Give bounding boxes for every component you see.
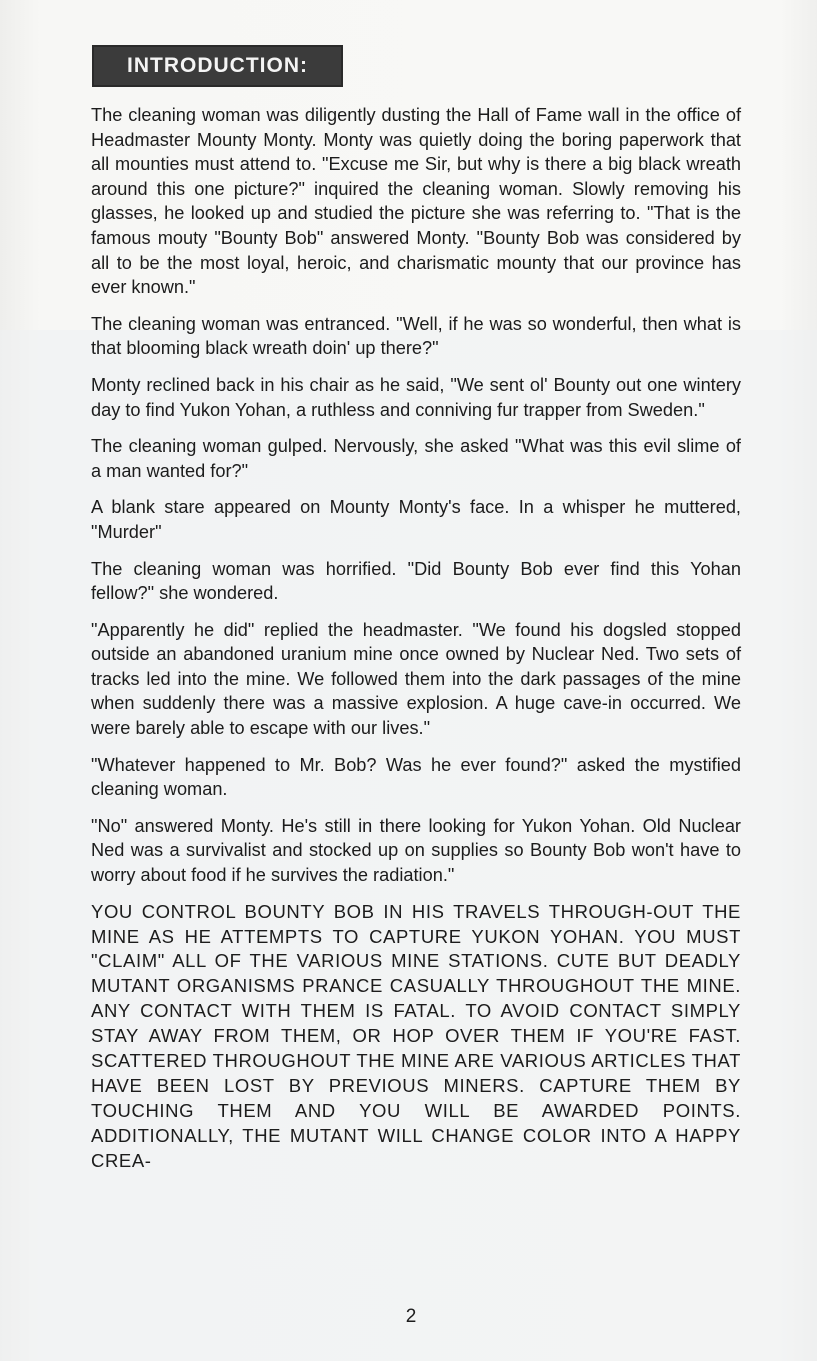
- paragraph: The cleaning woman was diligently dusting the Hall of Fame wall in the office of Headmaster Mounty Monty. Monty was quietly doing the boring paperwork that all mounties must attend to. "Excuse me Sir, but why is there a big black wreath around this one picture?" inquired the cleaning woman. Slowly removing his glasses, he looked up and studied the picture she was referring to. "That is the famous mouty "Bounty Bob" answered Monty. "Bounty Bob was considered by all to be the most loyal, heroic, and charismatic mounty that our province has ever known.": [91, 105, 741, 298]
- paragraph: "Whatever happened to Mr. Bob? Was he ever found?" asked the mystified cleaning woman.: [91, 754, 741, 800]
- paragraph: The cleaning woman was entranced. "Well, if he was so wonderful, then what is that blooming black wreath doin' up there?": [91, 313, 741, 359]
- paragraph: "Apparently he did" replied the headmaster. "We found his dogsled stopped outside an abandoned uranium mine once owned by Nuclear Ned. Two sets of tracks led into the mine. We followed them into the dark passages of the mine when suddenly there was a massive explosion. A huge cave-in occurred. We were barely able to escape with our lives.": [91, 619, 741, 739]
- section-heading-box: [92, 45, 343, 87]
- page-number: 2: [405, 1306, 417, 1327]
- paragraph: The cleaning woman gulped. Nervously, she asked "What was this evil slime of a man wanted for?": [91, 436, 741, 481]
- paragraph: The cleaning woman was horrified. "Did Bounty Bob ever find this Yohan fellow?" she wondered.: [91, 558, 741, 604]
- paragraph: "No" answered Monty. He's still in there looking for Yukon Yohan. Old Nuclear Ned was a survivalist and stocked up on supplies so Bounty Bob won't have to worry about food if he survives the radiation.": [91, 815, 741, 886]
- paragraph: Monty reclined back in his chair as he said, "We sent ol' Bounty out one wintery day to find Yukon Yohan, a ruthless and conniving fur trapper from Sweden.": [91, 374, 741, 420]
- paragraph: A blank stare appeared on Mounty Monty's face. In a whisper he muttered, "Murder": [91, 497, 741, 542]
- section-heading: INTRODUCTION:: [127, 54, 308, 77]
- story-text: [91, 103, 741, 1186]
- instructions-paragraph: YOU CONTROL BOUNTY BOB IN HIS TRAVELS THROUGH-OUT THE MINE AS HE ATTEMPTS TO CAPTURE YUKON YOHAN. YOU MUST "CLAIM" ALL OF THE VARIOUS MINE STATIONS. CUTE BUT DEADLY MUTANT ORGANISMS PRANCE CASUALLY THROUGHOUT THE MINE. ANY CONTACT WITH THEM IS FATAL. TO AVOID CONTACT SIMPLY STAY AWAY FROM THEM, OR HOP OVER THEM IF YOU'RE FAST. SCATTERED THROUGHOUT THE MINE ARE VARIOUS ARTICLES THAT HAVE BEEN LOST BY PREVIOUS MINERS. CAPTURE THEM BY TOUCHING THEM AND YOU WILL BE AWARDED POINTS. ADDITIONALLY, THE MUTANT WILL CHANGE COLOR INTO A HAPPY CREA-: [91, 900, 741, 1171]
